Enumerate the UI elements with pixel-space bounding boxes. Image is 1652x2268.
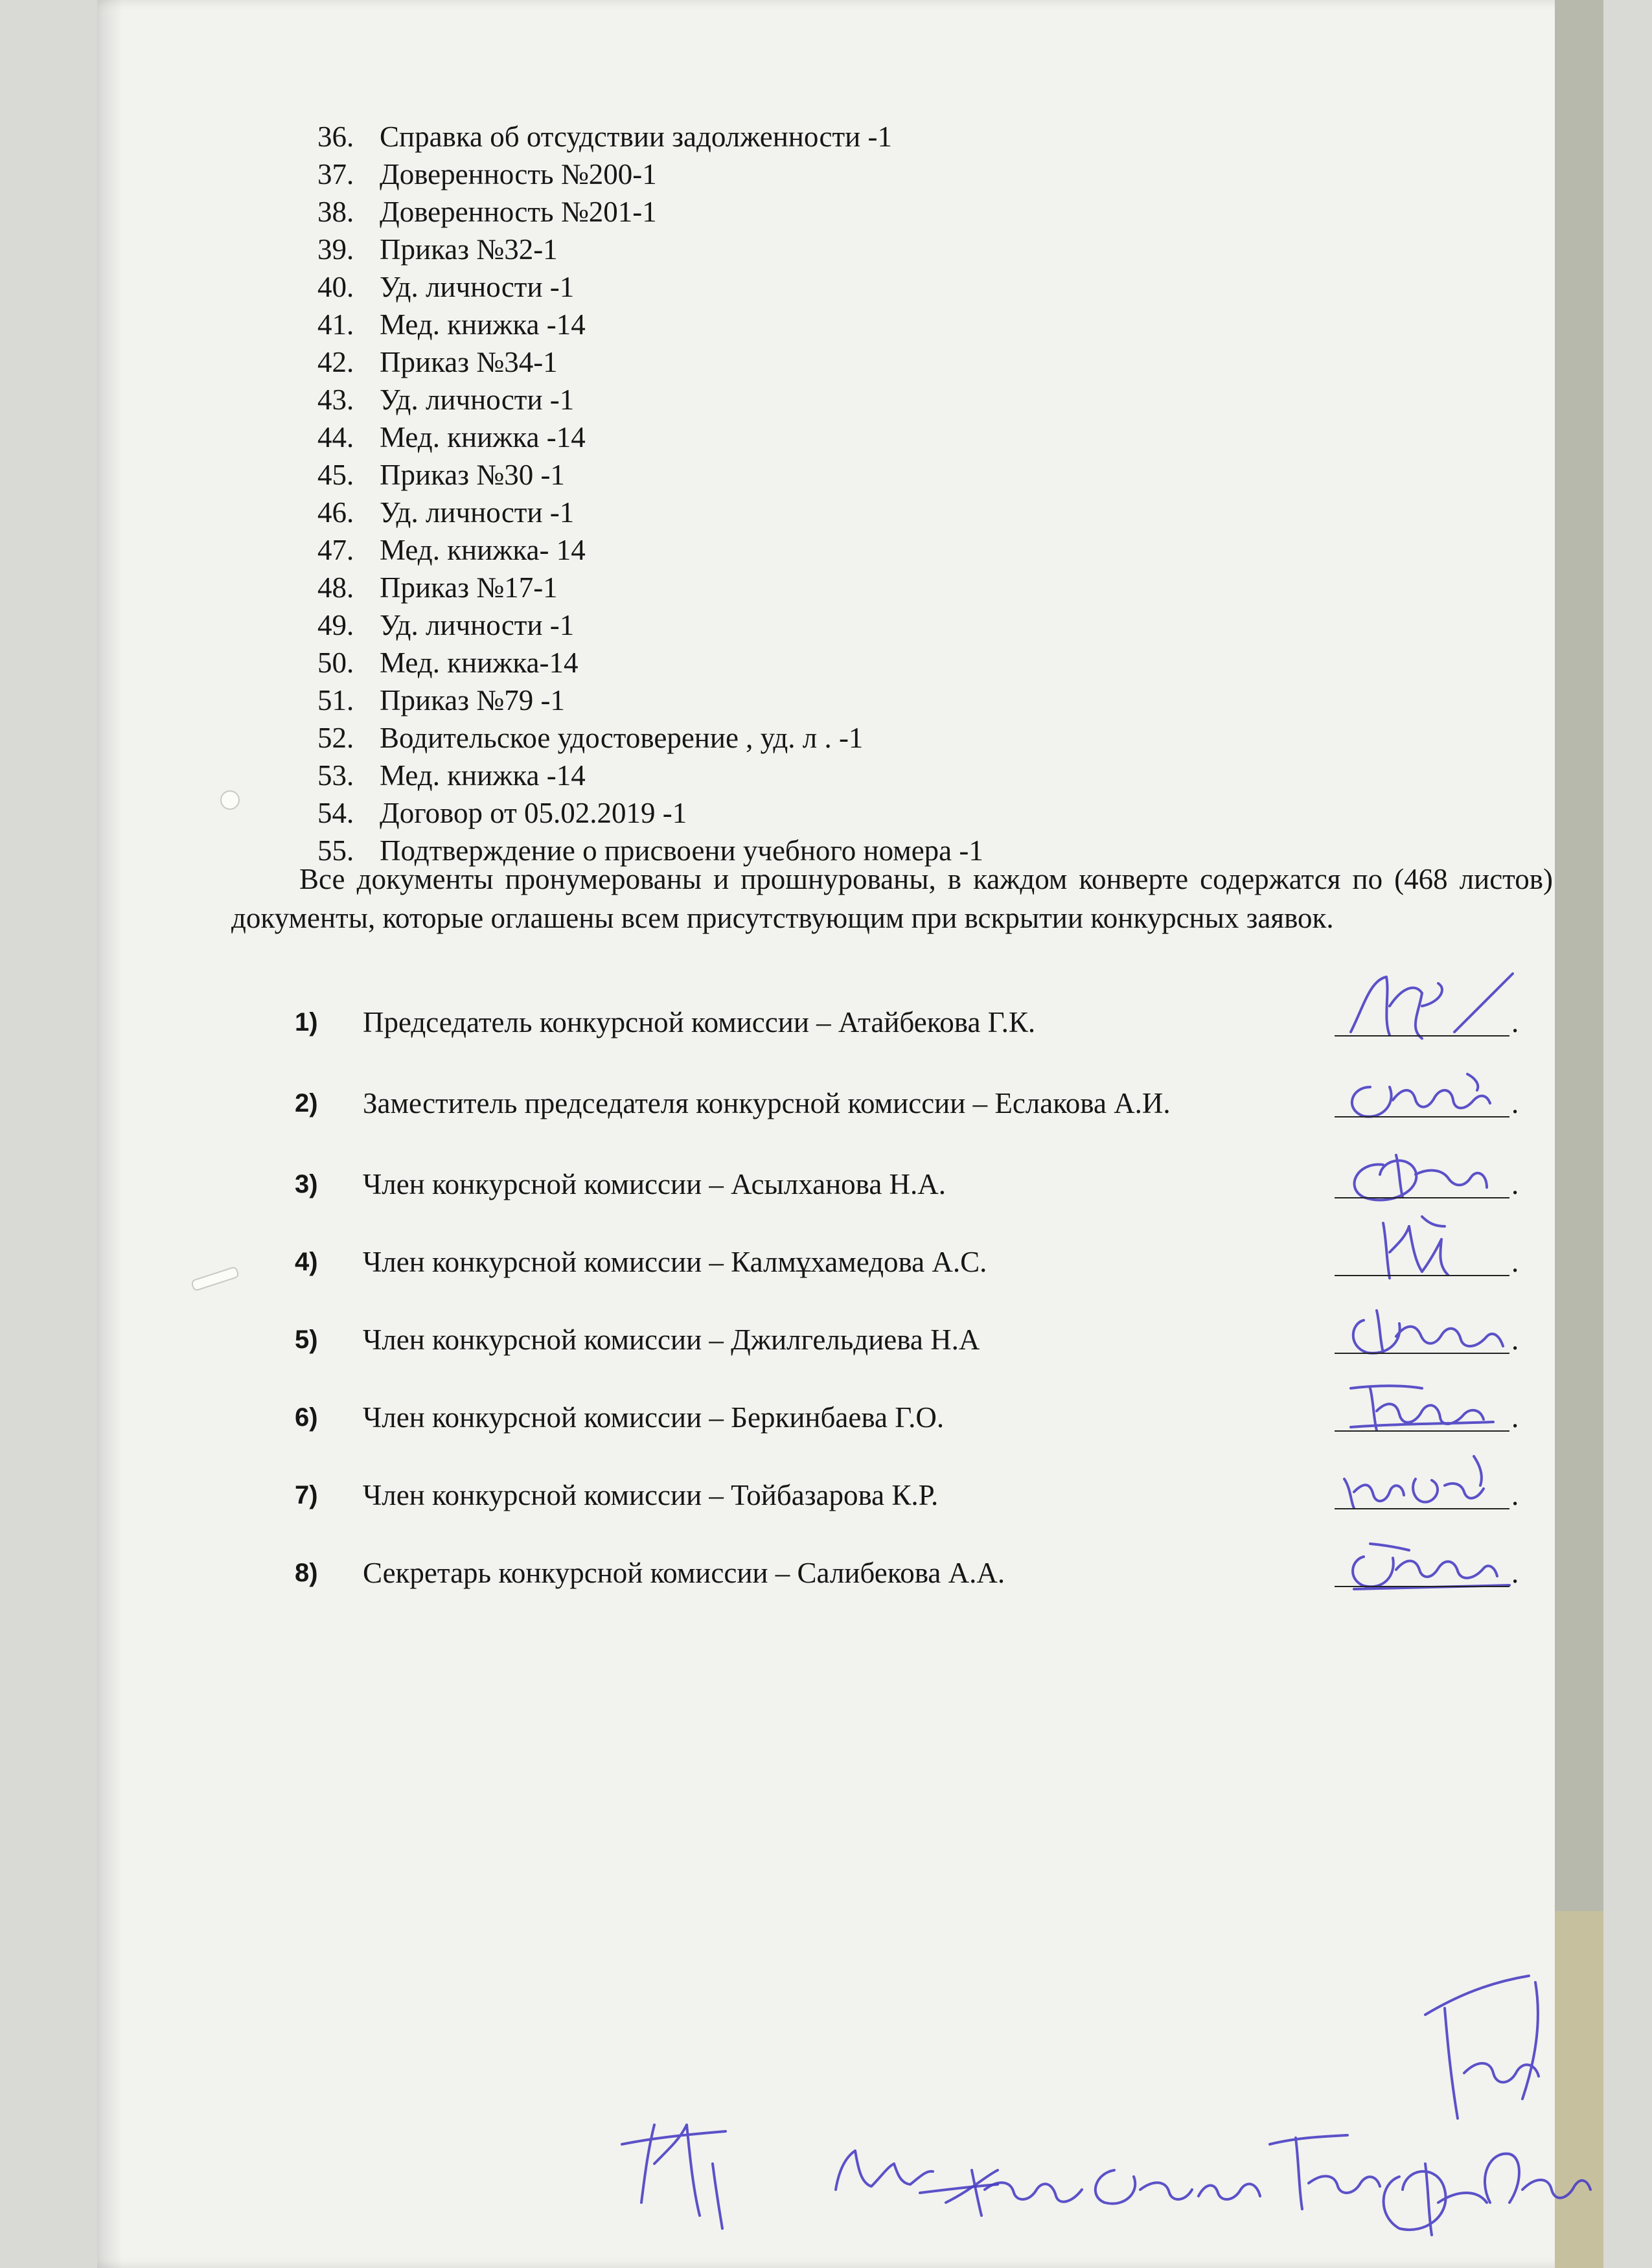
signatory-number: 1) [295,1008,318,1037]
item-number: 42. [317,346,354,378]
signature-row [295,1398,1539,1437]
signature-line [1335,1430,1509,1432]
item-number: 37. [317,158,354,190]
summary-paragraph: Все документы пронумерованы и прошнурованы, в каждом конверте содержатся по (468 листов) документы, которые оглашены всем присутствующим при вскрытии конкурсных заявок. [231,863,1553,934]
list-item [317,719,983,757]
list-item [317,343,983,381]
signatory-name: Член конкурсной комиссии – Тойбазарова К.Р. [363,1479,939,1511]
signature-line [1335,1353,1509,1354]
signature-row [295,1553,1539,1592]
signatory-name: Заместитель председателя конкурсной комиссии – Еслакова А.И. [363,1087,1171,1119]
list-item [317,456,983,494]
signatory-name: Член конкурсной комиссии – Калмұхамедова А.С. [363,1246,987,1278]
list-item [317,569,983,606]
footer-signature [1425,1976,1539,2118]
list-item [317,757,983,794]
footer-signature [622,2125,726,2228]
item-number: 43. [317,384,354,416]
signature-row [295,1476,1539,1515]
list-item [317,644,983,682]
signatory-number: 3) [295,1170,318,1198]
signatory-number: 8) [295,1559,318,1587]
list-item [317,531,983,569]
item-text: Мед. книжка -14 [380,421,586,453]
item-text: Подтверждение о присвоени учебного номера -1 [380,834,983,867]
item-text: Мед. книжка -14 [380,308,586,341]
item-number: 49. [317,609,354,641]
item-text: Уд. личности -1 [380,496,575,529]
signature-line [1335,1035,1509,1037]
list-item [317,231,983,268]
list-item [317,381,983,418]
signatory-number: 6) [295,1403,318,1432]
item-number: 48. [317,571,354,604]
signature-row [295,1165,1539,1204]
list-item [317,193,983,231]
list-item [317,682,983,719]
signature-line-end: . [1511,1557,1519,1589]
list-item [317,494,983,531]
signature-line-end: . [1511,1401,1519,1434]
item-text: Доверенность №201-1 [380,196,657,228]
item-number: 46. [317,496,354,529]
signatory-number: 7) [295,1481,318,1509]
signature-line-end: . [1511,1479,1519,1511]
item-text: Справка об отсудствии задолженности -1 [380,120,892,153]
signature-row [295,1243,1539,1281]
signature-line [1335,1116,1509,1117]
signature-line-end: . [1511,1168,1519,1200]
signature-line [1335,1275,1509,1276]
item-text: Водительское удостоверение , уд. л . -1 [380,722,864,754]
signature-row [295,1084,1539,1123]
footer-signatures [583,1930,1594,2254]
item-text: Мед. книжка-14 [380,647,579,679]
signatory-name: Член конкурсной комиссии – Беркинбаева Г.О. [363,1401,945,1434]
item-number: 55. [317,834,354,867]
signature-line [1335,1508,1509,1509]
item-number: 50. [317,647,354,679]
list-item [317,418,983,456]
binding-hole [220,790,240,810]
list-item [317,794,983,832]
item-text: Уд. личности -1 [380,384,575,416]
signature-line-end: . [1511,1087,1519,1119]
list-item [317,606,983,644]
item-text: Приказ №17-1 [380,571,558,604]
staple [190,1266,240,1292]
signatory-number: 2) [295,1089,318,1117]
item-number: 45. [317,459,354,491]
signature-line-end: . [1511,1006,1519,1038]
list-item [317,306,983,343]
item-text: Приказ №30 -1 [380,459,565,491]
item-text: Приказ №34-1 [380,346,558,378]
footer-signature [1384,2164,1487,2235]
signatory-name: Член конкурсной комиссии – Асылханова Н.А. [363,1168,946,1200]
footer-signature [946,2170,1082,2216]
signatory-name: Секретарь конкурсной комиссии – Салибекова А.А. [363,1557,1005,1589]
document-list [317,118,983,869]
item-number: 47. [317,534,354,566]
signature-row [295,1320,1539,1359]
footer-signature [1270,2135,1380,2209]
signature-line [1335,1197,1509,1198]
item-text: Мед. книжка- 14 [380,534,586,566]
signature-line-end: . [1511,1246,1519,1278]
signatory-name: Председатель конкурсной комиссии – Атайбекова Г.К. [363,1006,1036,1038]
signatory-number: 5) [295,1325,318,1354]
item-number: 40. [317,271,354,303]
signature-line [1335,1586,1509,1587]
list-item [317,155,983,193]
item-number: 38. [317,196,354,228]
item-number: 41. [317,308,354,341]
item-text: Доверенность №200-1 [380,158,657,190]
item-text: Договор от 05.02.2019 -1 [380,797,687,829]
footer-signature [1485,2154,1590,2203]
footer-signature [1096,2170,1260,2204]
item-number: 52. [317,722,354,754]
item-number: 39. [317,233,354,266]
item-number: 36. [317,120,354,153]
item-text: Уд. личности -1 [380,271,575,303]
list-item [317,268,983,306]
item-text: Приказ №32-1 [380,233,558,266]
signatory-name: Член конкурсной комиссии – Джилгельдиева Н.А [363,1323,980,1356]
item-number: 53. [317,759,354,792]
signatory-number: 4) [295,1248,318,1276]
item-number: 54. [317,797,354,829]
signature-row [295,1003,1539,1042]
item-text: Уд. личности -1 [380,609,575,641]
item-number: 44. [317,421,354,453]
item-text: Мед. книжка -14 [380,759,586,792]
list-item [317,118,983,155]
signature-line-end: . [1511,1323,1519,1356]
item-text: Приказ №79 -1 [380,684,565,716]
item-number: 51. [317,684,354,716]
